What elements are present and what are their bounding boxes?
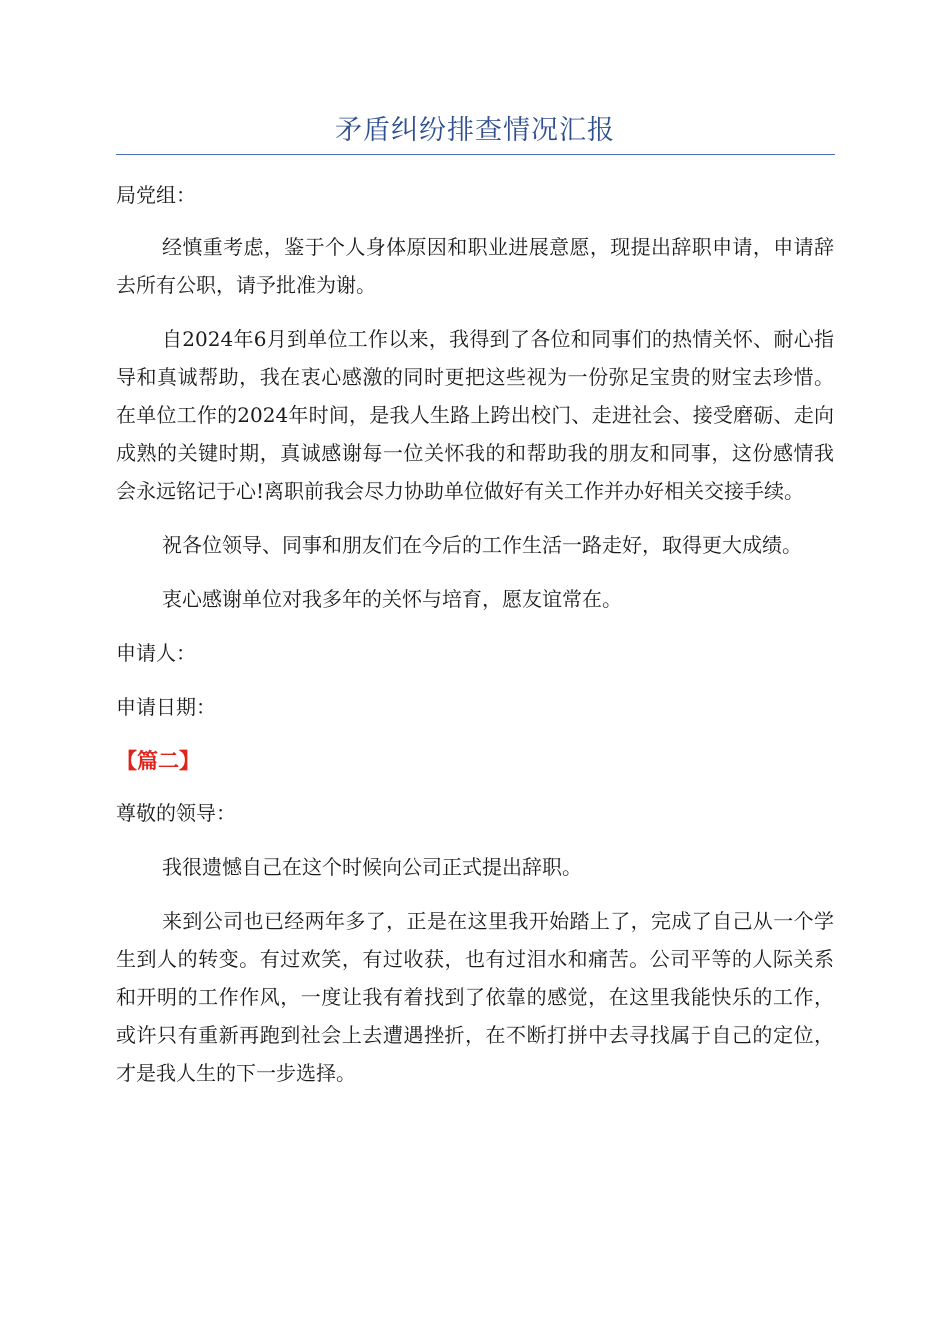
salutation-2: 尊敬的领导：: [116, 801, 236, 825]
salutation-1: 局党组：: [116, 183, 196, 207]
paragraph: 衷心感谢单位对我多年的关怀与培育，愿友谊常在。: [162, 587, 622, 611]
applicant-label: 申请人：: [116, 641, 196, 665]
document-title: 矛盾纠纷排查情况汇报: [335, 115, 615, 146]
paragraph: 祝各位领导、同事和朋友们在今后的工作生活一路走好，取得更大成绩。: [162, 533, 802, 557]
section-heading: [116, 742, 834, 780]
date-label: 申请日期：: [116, 695, 216, 719]
document-body: [116, 176, 834, 1108]
title-underline: [116, 154, 835, 155]
paragraph: 自2024年6月到单位工作以来，我得到了各位和同事们的热情关怀、耐心指导和真诚帮助，我在衷心感激的同时更把这些视为一份弥足宝贵的财宝去珍惜。在单位工作的2024年时间，是我人生路上跨出校门、走进社会、接受磨砺、走向成熟的关键时期，真诚感谢每一位关怀我的和帮助我的朋友和同事，这份感情我会永远铭记于心!离职前我会尽力协助单位做好有关工作并办好相关交接手续。: [116, 327, 834, 503]
section-heading-text: 【篇二】: [116, 749, 200, 773]
paragraph: 经慎重考虑，鉴于个人身体原因和职业进展意愿，现提出辞职申请，申请辞去所有公职，请予批准为谢。: [116, 235, 834, 297]
paragraph: 来到公司也已经两年多了，正是在这里我开始踏上了，完成了自己从一个学生到人的转变。有过欢笑，有过收获，也有过泪水和痛苦。公司平等的人际关系和开明的工作作风，一度让我有着找到了依靠的感觉，在这里我能快乐的工作，或许只有重新再跑到社会上去遭遇挫折，在不断打拼中去寻找属于自己的定位，才是我人生的下一步选择。: [116, 909, 834, 1085]
paragraph: 我很遗憾自己在这个时候向公司正式提出辞职。: [162, 855, 582, 879]
